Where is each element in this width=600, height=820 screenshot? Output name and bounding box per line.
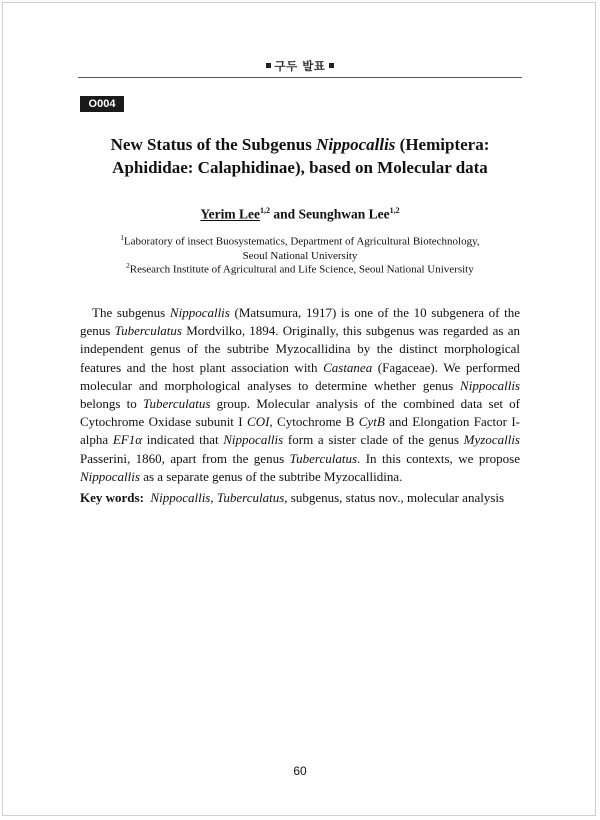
header-divider <box>78 77 522 78</box>
keywords-line <box>80 489 520 507</box>
affiliation-1-line2: Seoul National University <box>242 249 358 262</box>
co-author: Seunghwan Lee <box>298 206 390 222</box>
abstract-taxon: Tuberculatus <box>142 396 211 412</box>
affiliation-1 <box>60 231 540 263</box>
author1-affiliation-mark: 1,2 <box>259 206 270 215</box>
presenting-author: Yerim Lee <box>200 206 260 222</box>
author2-affiliation-mark: 1,2 <box>389 206 400 215</box>
square-bullet-icon <box>266 63 271 68</box>
affiliation-2-line1: Research Institute of Agricultural and Life Science, Seoul National University <box>129 263 474 276</box>
abstract-text: belongs to <box>80 396 143 412</box>
affiliation-2 <box>60 259 540 277</box>
abstract-text: . In this contexts, we propose <box>357 450 520 466</box>
paper-title <box>70 133 530 179</box>
abstract-text: Mordvilko, 1894. Originally, this subgenus was regarded as an independent genus of the subtribe Myzocallidina by the distinct morphological features and the host plant association with <box>80 323 520 375</box>
keywords-rest: , subgenus, status nov., molecular analysis <box>284 490 505 505</box>
abstract-text: The subgenus <box>92 305 170 320</box>
abstract-id-badge: O004 <box>80 96 124 112</box>
keyword-tuberculatus: Tuberculatus <box>216 490 285 505</box>
keywords-label: Key words: <box>80 490 144 505</box>
title-part2: (Hemiptera: Aphididae: Calaphidinae), based on Molecular data <box>112 135 490 177</box>
abstract-text: indicated that <box>142 432 224 448</box>
author-conjunction: and <box>269 206 299 222</box>
abstract-gene: EF1α <box>112 432 143 448</box>
affiliation-1-mark: 1 <box>120 234 124 242</box>
abstract-taxon: Myzocallis <box>463 432 520 448</box>
abstract-text: , Cytochrome B <box>269 414 359 430</box>
abstract-taxon: Nippocallis <box>460 377 520 393</box>
abstract-body <box>80 304 520 486</box>
square-bullet-icon <box>329 63 334 68</box>
keyword-separator: , <box>210 490 217 505</box>
abstract-taxon: Tuberculatus <box>289 450 358 466</box>
abstract-text: Passerini, 1860, apart from the genus <box>80 450 290 466</box>
abstract-text: as a separate genus of the subtribe Myzocallidina. <box>139 468 403 484</box>
abstract-gene: CytB <box>358 414 385 430</box>
keyword-nippocallis: Nippocallis <box>150 490 211 505</box>
abstract-taxon: Castanea <box>323 359 373 375</box>
abstract-taxon: Nippocallis <box>223 432 284 448</box>
abstract-text: form a sister clade of the genus <box>283 432 464 448</box>
abstract-text: and Elongation Factor I-alpha <box>80 414 520 448</box>
abstract-gene: COI <box>247 414 270 430</box>
abstract-taxon: Tuberculatus <box>114 323 182 339</box>
section-header-label: 구두 발표 <box>274 59 326 73</box>
title-part1: New Status of the Subgenus <box>110 135 317 154</box>
abstract-text: (Matsumura, 1917) is one of the 10 subgenera of the genus <box>80 305 520 339</box>
affiliation-1-line1: Laboratory of insect Buosystematics, Department of Agricultural Biotechnology, <box>123 235 480 248</box>
abstract-text: (Fagaceae). We performed molecular and morphological analyses to determine whether genus <box>80 359 520 393</box>
page-number: 60 <box>293 764 307 778</box>
author-line <box>0 206 600 223</box>
title-genus: Nippocallis <box>316 135 396 154</box>
abstract-taxon: Nippocallis <box>80 468 140 484</box>
abstract-text: group. Molecular analysis of the combined data set of Cytochrome Oxidase subunit I <box>80 396 520 430</box>
affiliation-2-mark: 2 <box>126 262 130 270</box>
abstract-taxon: Nippocallis <box>169 305 230 320</box>
section-header <box>0 58 600 74</box>
